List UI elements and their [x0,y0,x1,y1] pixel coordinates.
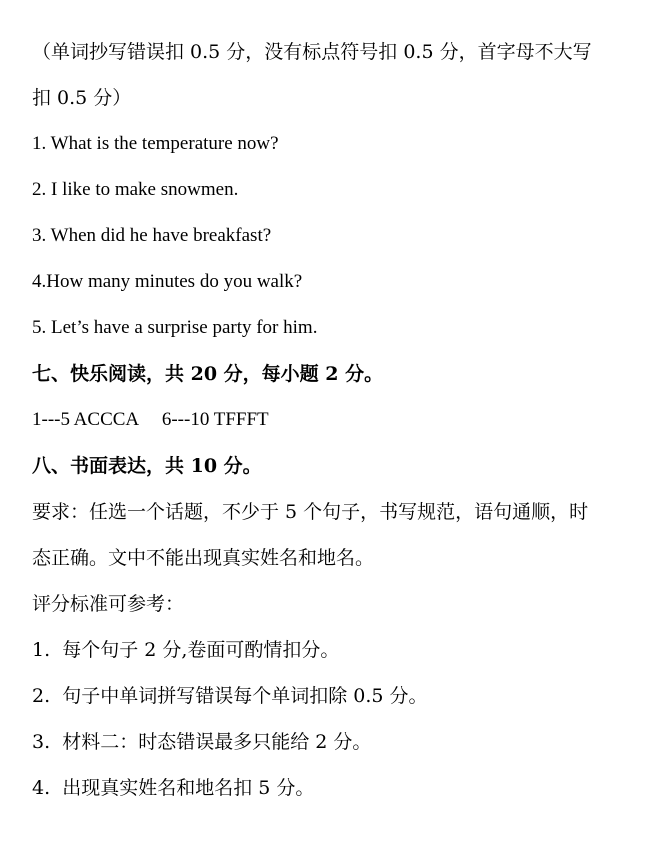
requirement-line-2: 态正确。文中不能出现真实姓名和地名。 [32,547,375,569]
answer-sentence-2: 2. I like to make snowmen. [32,179,239,200]
criteria-item-2: 2. 句子中单词拼写错误每个单词扣除 0.5 分。 [32,685,428,707]
answer-sentence-1: 1. What is the temperature now? [32,133,279,154]
criteria-item-1: 1. 每个句子 2 分,卷面可酌情扣分。 [32,639,340,661]
scoring-note-line-1: （单词抄写错误扣 0.5 分，没有标点符号扣 0.5 分，首字母不大写 [32,41,592,63]
section-7-heading: 七、快乐阅读，共 20 分，每小题 2 分。 [32,363,384,385]
answer-sentence-3: 3. When did he have breakfast? [32,225,272,246]
answer-sentence-5: 5. Let’s have a surprise party for him. [32,317,318,338]
criteria-item-3: 3. 材料二：时态错误最多只能给 2 分。 [32,731,372,753]
section-8-heading: 八、书面表达，共 10 分。 [32,455,262,477]
scoring-note-line-2: 扣 0.5 分） [32,87,132,109]
requirement-line-1: 要求：任选一个话题，不少于 5 个句子，书写规范，语句通顺，时 [32,501,589,523]
answer-sentence-4: 4.How many minutes do you walk? [32,271,303,292]
criteria-title: 评分标准可参考： [32,593,185,615]
criteria-item-4: 4. 出现真实姓名和地名扣 5 分。 [32,777,315,799]
section-7-answers: 1---5 ACCCA 6---10 TFFFT [32,409,269,430]
